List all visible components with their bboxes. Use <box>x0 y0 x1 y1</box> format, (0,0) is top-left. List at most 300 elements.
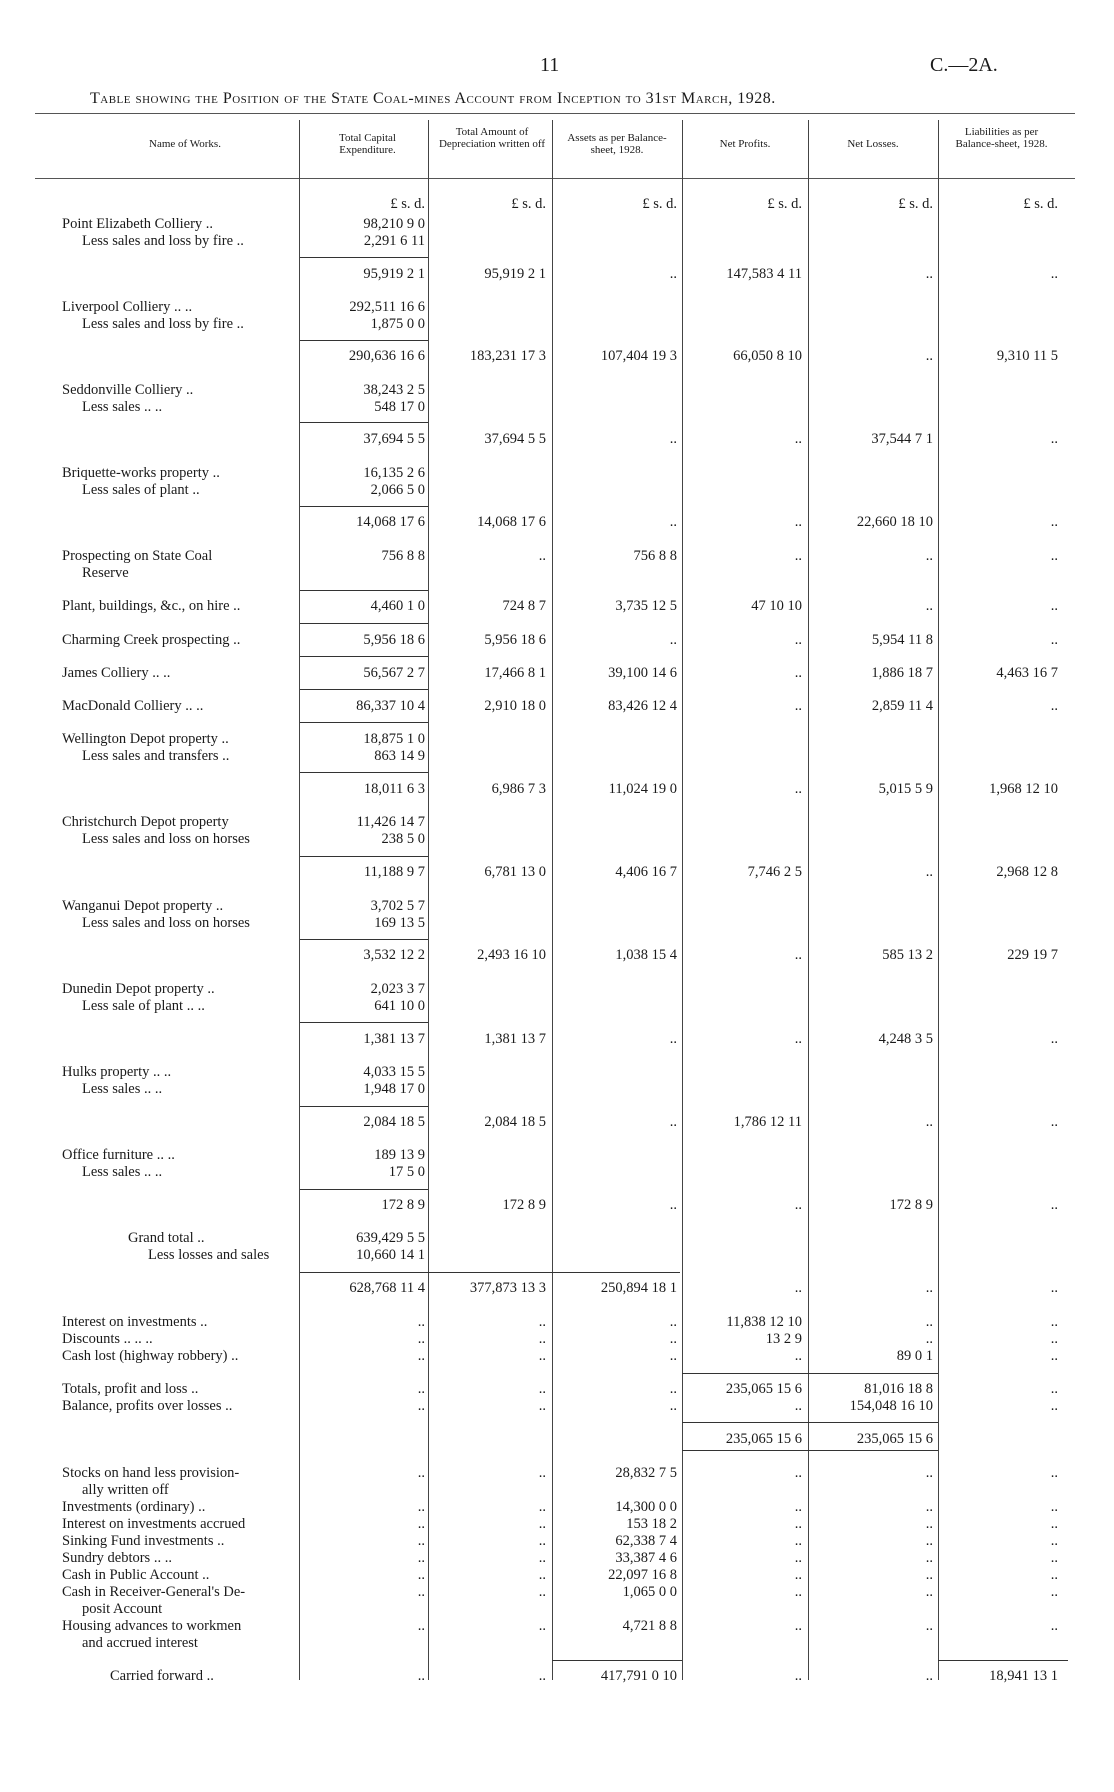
table-row <box>0 399 1114 416</box>
cell-assets: 417,791 0 10 <box>600 1668 677 1684</box>
subtotal-rule <box>300 722 428 723</box>
table-row <box>0 465 1114 482</box>
table-row <box>0 1331 1114 1348</box>
cell-liabilities: 18,941 13 1 <box>989 1668 1058 1684</box>
cell-liabilities: 4,463 16 7 <box>996 665 1058 681</box>
subtotal-rule <box>428 1272 552 1273</box>
table-row <box>0 1431 1114 1448</box>
table-row <box>0 1618 1114 1635</box>
cell-capital: .. <box>417 1381 425 1397</box>
cell-losses: .. <box>925 1499 933 1515</box>
unit-row <box>0 196 1114 213</box>
row-label: Less sales and transfers .. <box>82 748 230 764</box>
table-row <box>0 216 1114 233</box>
cell-capital: 628,768 11 4 <box>349 1280 425 1296</box>
table-row <box>0 1164 1114 1181</box>
table-row <box>0 748 1114 765</box>
cell-capital: 756 8 8 <box>381 548 425 564</box>
unit-liabilities: £ s. d. <box>1023 196 1058 212</box>
cell-profits: 235,065 15 6 <box>725 1381 802 1397</box>
cell-losses: 154,048 16 10 <box>849 1398 933 1414</box>
subtotal-rule <box>552 1272 680 1273</box>
cell-liabilities: .. <box>1050 1584 1058 1600</box>
cell-profits: .. <box>794 514 802 530</box>
cell-liabilities: .. <box>1050 1280 1058 1296</box>
cell-losses: 5,015 5 9 <box>878 781 933 797</box>
row-label: Balance, profits over losses .. <box>62 1398 233 1414</box>
cell-capital: .. <box>417 1584 425 1600</box>
cell-profits: .. <box>794 548 802 564</box>
row-label: James Colliery .. .. <box>62 665 171 681</box>
row-label: Reserve <box>82 565 129 581</box>
cell-liabilities: .. <box>1050 266 1058 282</box>
row-label: Sundry debtors .. .. <box>62 1550 172 1566</box>
table-row <box>0 431 1114 448</box>
cell-assets: 11,024 19 0 <box>608 781 677 797</box>
subtotal-rule <box>300 1272 428 1273</box>
column-header-profits: Net Profits. <box>719 138 771 150</box>
cell-capital: .. <box>417 1499 425 1515</box>
table-row <box>0 831 1114 848</box>
table-row <box>0 632 1114 649</box>
subtotal-rule <box>300 939 428 940</box>
cell-losses: .. <box>925 1331 933 1347</box>
cell-losses: .. <box>925 864 933 880</box>
document-reference: C.—2A. <box>930 54 998 76</box>
row-label: Less sale of plant .. .. <box>82 998 205 1014</box>
cell-depreciation: 2,084 18 5 <box>484 1114 546 1130</box>
cell-liabilities: .. <box>1050 1031 1058 1047</box>
cell-depreciation: .. <box>538 1348 546 1364</box>
table-row <box>0 1314 1114 1331</box>
cell-losses: .. <box>925 1550 933 1566</box>
column-header-assets: Assets as per Balance-sheet, 1928. <box>567 132 667 156</box>
cell-depreciation: 5,956 18 6 <box>484 632 546 648</box>
cell-liabilities: .. <box>1050 1533 1058 1549</box>
column-header-liabilities: Liabilities as per Balance-sheet, 1928. <box>955 126 1048 150</box>
cell-depreciation: 95,919 2 1 <box>484 266 546 282</box>
subtotal-rule <box>682 1422 808 1423</box>
cell-capital: 169 13 5 <box>374 915 425 931</box>
cell-profits: .. <box>794 1348 802 1364</box>
table-row <box>0 299 1114 316</box>
cell-liabilities: .. <box>1050 514 1058 530</box>
cell-capital: 189 13 9 <box>374 1147 425 1163</box>
subtotal-rule <box>808 1450 938 1451</box>
table-row <box>0 348 1114 365</box>
cell-capital: .. <box>417 1314 425 1330</box>
subtotal-rule <box>300 340 428 341</box>
row-label: Investments (ordinary) .. <box>62 1499 206 1515</box>
cell-losses: 81,016 18 8 <box>864 1381 933 1397</box>
cell-capital: 292,511 16 6 <box>349 299 425 315</box>
table-row <box>0 898 1114 915</box>
cell-capital: 16,135 2 6 <box>363 465 425 481</box>
cell-assets: 33,387 4 6 <box>615 1550 677 1566</box>
cell-capital: 290,636 16 6 <box>348 348 425 364</box>
cell-assets: .. <box>669 1398 677 1414</box>
cell-liabilities: .. <box>1050 1567 1058 1583</box>
table-row <box>0 731 1114 748</box>
cell-profits: 11,838 12 10 <box>726 1314 802 1330</box>
subtotal-rule <box>682 1373 808 1374</box>
cell-profits: .. <box>794 947 802 963</box>
unit-losses: £ s. d. <box>898 196 933 212</box>
cell-capital: 86,337 10 4 <box>356 698 425 714</box>
cell-capital: 2,066 5 0 <box>370 482 425 498</box>
cell-losses: 2,859 11 4 <box>871 698 933 714</box>
row-label: and accrued interest <box>82 1635 198 1651</box>
cell-assets: .. <box>669 632 677 648</box>
unit-capital: £ s. d. <box>390 196 425 212</box>
cell-depreciation: .. <box>538 1567 546 1583</box>
row-label: Wellington Depot property .. <box>62 731 229 747</box>
cell-assets: 4,406 16 7 <box>615 864 677 880</box>
cell-losses: 1,886 18 7 <box>871 665 933 681</box>
subtotal-rule <box>300 623 428 624</box>
cell-assets: 14,300 0 0 <box>615 1499 677 1515</box>
cell-losses: 89 0 1 <box>896 1348 933 1364</box>
table-row <box>0 814 1114 831</box>
subtotal-rule <box>808 1373 938 1374</box>
cell-depreciation: 1,381 13 7 <box>484 1031 546 1047</box>
cell-liabilities: .. <box>1050 1398 1058 1414</box>
cell-profits: .. <box>794 1499 802 1515</box>
row-label: Carried forward .. <box>110 1668 214 1684</box>
row-label: Less sales and loss by fire .. <box>82 233 244 249</box>
cell-depreciation: 37,694 5 5 <box>484 431 546 447</box>
cell-capital: 863 14 9 <box>374 748 425 764</box>
cell-profits: 66,050 8 10 <box>733 348 802 364</box>
cell-depreciation: 724 8 7 <box>502 598 546 614</box>
table-row <box>0 382 1114 399</box>
table-row <box>0 1081 1114 1098</box>
cell-capital: .. <box>417 1533 425 1549</box>
table-row <box>0 1601 1114 1618</box>
table-row <box>0 781 1114 798</box>
cell-profits: 235,065 15 6 <box>725 1431 802 1447</box>
cell-depreciation: .. <box>538 1584 546 1600</box>
row-label: posit Account <box>82 1601 163 1617</box>
column-header-capital: Total Capital Expenditure. <box>339 132 396 156</box>
cell-losses: .. <box>925 348 933 364</box>
table-row <box>0 864 1114 881</box>
cell-capital: 1,381 13 7 <box>363 1031 425 1047</box>
cell-profits: .. <box>794 1550 802 1566</box>
table-row <box>0 1114 1114 1131</box>
column-header-depreciation: Total Amount of Depreciation written off <box>438 126 546 150</box>
cell-capital: 172 8 9 <box>381 1197 425 1213</box>
cell-assets: 83,426 12 4 <box>608 698 677 714</box>
cell-losses: .. <box>925 1280 933 1296</box>
cell-assets: 4,721 8 8 <box>622 1618 677 1634</box>
cell-losses: 5,954 11 8 <box>871 632 933 648</box>
table-title: Table showing the Position of the State Coal-mines Account from Inception to 31st March, 1928. <box>90 90 776 107</box>
table-row <box>0 1482 1114 1499</box>
cell-capital: 4,460 1 0 <box>370 598 425 614</box>
cell-losses: 22,660 18 10 <box>856 514 933 530</box>
row-label: Christchurch Depot property <box>62 814 229 830</box>
cell-assets: .. <box>669 1114 677 1130</box>
cell-depreciation: .. <box>538 1533 546 1549</box>
column-header-losses: Net Losses. <box>847 138 899 150</box>
cell-depreciation: 2,493 16 10 <box>477 947 546 963</box>
cell-capital: 2,291 6 11 <box>363 233 425 249</box>
row-label: Hulks property .. .. <box>62 1064 172 1080</box>
table-row <box>0 548 1114 565</box>
cell-profits: .. <box>794 1618 802 1634</box>
cell-depreciation: .. <box>538 548 546 564</box>
cell-assets: .. <box>669 431 677 447</box>
table-row <box>0 665 1114 682</box>
cell-depreciation: .. <box>538 1381 546 1397</box>
table-row <box>0 514 1114 531</box>
table-row <box>0 316 1114 333</box>
table-row <box>0 698 1114 715</box>
subtotal-rule <box>300 506 428 507</box>
subtotal-rule <box>300 590 428 591</box>
row-label: Discounts .. .. .. <box>62 1331 153 1347</box>
cell-capital: .. <box>417 1348 425 1364</box>
cell-liabilities: 2,968 12 8 <box>996 864 1058 880</box>
column-header-name: Name of Works. <box>149 138 221 150</box>
cell-profits: .. <box>794 431 802 447</box>
cell-capital: .. <box>417 1398 425 1414</box>
row-label: Charming Creek prospecting .. <box>62 632 241 648</box>
cell-capital: 14,068 17 6 <box>356 514 425 530</box>
cell-liabilities: .. <box>1050 1348 1058 1364</box>
cell-capital: 10,660 14 1 <box>356 1247 425 1263</box>
cell-losses: 37,544 7 1 <box>871 431 933 447</box>
cell-depreciation: .. <box>538 1668 546 1684</box>
cell-depreciation: 6,781 13 0 <box>484 864 546 880</box>
table-row <box>0 565 1114 582</box>
table-row <box>0 1398 1114 1415</box>
table-row <box>0 1550 1114 1567</box>
cell-profits: .. <box>794 665 802 681</box>
subtotal-rule <box>682 1450 808 1451</box>
header-top-rule <box>35 113 1075 114</box>
cell-liabilities: .. <box>1050 1314 1058 1330</box>
table-row <box>0 981 1114 998</box>
cell-profits: 147,583 4 11 <box>726 266 802 282</box>
subtotal-rule <box>300 1189 428 1190</box>
subtotal-rule <box>938 1660 1068 1661</box>
cell-capital: 1,875 0 0 <box>370 316 425 332</box>
cell-capital: .. <box>417 1465 425 1481</box>
cell-liabilities: .. <box>1050 1618 1058 1634</box>
row-label: Wanganui Depot property .. <box>62 898 224 914</box>
cell-profits: .. <box>794 1584 802 1600</box>
table-row <box>0 1348 1114 1365</box>
cell-losses: 235,065 15 6 <box>856 1431 933 1447</box>
cell-depreciation: .. <box>538 1465 546 1481</box>
cell-profits: 1,786 12 11 <box>733 1114 802 1130</box>
cell-depreciation: 183,231 17 3 <box>469 348 546 364</box>
cell-capital: 11,426 14 7 <box>356 814 425 830</box>
cell-capital: 2,084 18 5 <box>363 1114 425 1130</box>
table-row <box>0 233 1114 250</box>
row-label: Dunedin Depot property .. <box>62 981 215 997</box>
table-row <box>0 1516 1114 1533</box>
table-row <box>0 1031 1114 1048</box>
subtotal-rule <box>300 1106 428 1107</box>
cell-assets: 22,097 16 8 <box>608 1567 677 1583</box>
unit-assets: £ s. d. <box>642 196 677 212</box>
cell-profits: .. <box>794 1465 802 1481</box>
cell-depreciation: .. <box>538 1398 546 1414</box>
cell-losses: 172 8 9 <box>889 1197 933 1213</box>
cell-liabilities: 9,310 11 5 <box>996 348 1058 364</box>
cell-assets: 153 18 2 <box>626 1516 677 1532</box>
cell-losses: .. <box>925 1516 933 1532</box>
cell-depreciation: 172 8 9 <box>502 1197 546 1213</box>
table-row <box>0 1635 1114 1652</box>
cell-capital: .. <box>417 1567 425 1583</box>
row-label: Less sales of plant .. <box>82 482 200 498</box>
cell-liabilities: .. <box>1050 698 1058 714</box>
cell-depreciation: 6,986 7 3 <box>491 781 546 797</box>
cell-capital: 2,023 3 7 <box>370 981 425 997</box>
cell-capital: .. <box>417 1331 425 1347</box>
cell-depreciation: .. <box>538 1550 546 1566</box>
cell-liabilities: 1,968 12 10 <box>989 781 1058 797</box>
cell-assets: .. <box>669 514 677 530</box>
cell-liabilities: .. <box>1050 431 1058 447</box>
cell-profits: .. <box>794 698 802 714</box>
row-label: Less sales .. .. <box>82 399 163 415</box>
cell-losses: .. <box>925 1618 933 1634</box>
table-row <box>0 1280 1114 1297</box>
cell-assets: 107,404 19 3 <box>600 348 677 364</box>
cell-depreciation: 2,910 18 0 <box>484 698 546 714</box>
row-label: Liverpool Colliery .. .. <box>62 299 193 315</box>
cell-profits: .. <box>794 1398 802 1414</box>
cell-liabilities: .. <box>1050 1465 1058 1481</box>
cell-capital: 56,567 2 7 <box>363 665 425 681</box>
table-row <box>0 1567 1114 1584</box>
subtotal-rule <box>300 656 428 657</box>
cell-assets: 1,038 15 4 <box>615 947 677 963</box>
row-label: Stocks on hand less provision- <box>62 1465 240 1481</box>
cell-losses: 585 13 2 <box>882 947 933 963</box>
cell-capital: 18,011 6 3 <box>363 781 425 797</box>
row-label: Interest on investments accrued <box>62 1516 246 1532</box>
cell-losses: 4,248 3 5 <box>878 1031 933 1047</box>
cell-liabilities: .. <box>1050 632 1058 648</box>
cell-assets: .. <box>669 1331 677 1347</box>
table-row <box>0 998 1114 1015</box>
cell-capital: 18,875 1 0 <box>363 731 425 747</box>
table-row <box>0 1533 1114 1550</box>
row-label: ally written off <box>82 1482 169 1498</box>
cell-profits: .. <box>794 781 802 797</box>
cell-capital: 4,033 15 5 <box>363 1064 425 1080</box>
cell-depreciation: .. <box>538 1618 546 1634</box>
row-label: Less sales and loss on horses <box>82 915 250 931</box>
cell-losses: .. <box>925 1314 933 1330</box>
cell-profits: .. <box>794 1567 802 1583</box>
cell-assets: 3,735 12 5 <box>615 598 677 614</box>
cell-capital: .. <box>417 1550 425 1566</box>
cell-depreciation: .. <box>538 1331 546 1347</box>
cell-liabilities: .. <box>1050 1499 1058 1515</box>
row-label: Prospecting on State Coal <box>62 548 213 564</box>
cell-liabilities: .. <box>1050 1550 1058 1566</box>
row-label: Grand total .. <box>128 1230 205 1246</box>
cell-liabilities: .. <box>1050 548 1058 564</box>
cell-liabilities: .. <box>1050 1381 1058 1397</box>
row-label: Less sales and loss by fire .. <box>82 316 244 332</box>
subtotal-rule <box>300 856 428 857</box>
cell-assets: .. <box>669 1314 677 1330</box>
cell-assets: 756 8 8 <box>633 548 677 564</box>
cell-capital: 5,956 18 6 <box>363 632 425 648</box>
cell-capital: 1,948 17 0 <box>363 1081 425 1097</box>
cell-liabilities: .. <box>1050 1114 1058 1130</box>
table-row <box>0 482 1114 499</box>
row-label: Briquette-works property .. <box>62 465 220 481</box>
subtotal-rule <box>300 772 428 773</box>
table-row <box>0 598 1114 615</box>
cell-capital: 548 17 0 <box>374 399 425 415</box>
page-number: 11 <box>540 54 560 76</box>
cell-losses: .. <box>925 1533 933 1549</box>
cell-liabilities: .. <box>1050 1331 1058 1347</box>
table-row <box>0 1064 1114 1081</box>
row-label: Plant, buildings, &c., on hire .. <box>62 598 241 614</box>
cell-liabilities: .. <box>1050 1516 1058 1532</box>
cell-depreciation: 14,068 17 6 <box>477 514 546 530</box>
cell-losses: .. <box>925 1567 933 1583</box>
cell-liabilities: .. <box>1050 1197 1058 1213</box>
row-label: Sinking Fund investments .. <box>62 1533 225 1549</box>
cell-assets: .. <box>669 1197 677 1213</box>
table-row <box>0 1668 1114 1685</box>
table-row <box>0 1499 1114 1516</box>
row-label: Cash in Public Account .. <box>62 1567 210 1583</box>
unit-profits: £ s. d. <box>767 196 802 212</box>
cell-assets: 1,065 0 0 <box>622 1584 677 1600</box>
cell-capital: 38,243 2 5 <box>363 382 425 398</box>
cell-assets: .. <box>669 1031 677 1047</box>
cell-losses: .. <box>925 1114 933 1130</box>
header-bottom-rule <box>35 178 1075 179</box>
cell-capital: 3,702 5 7 <box>370 898 425 914</box>
cell-liabilities: 229 19 7 <box>1007 947 1058 963</box>
row-label: Less sales .. .. <box>82 1164 163 1180</box>
subtotal-rule <box>808 1422 938 1423</box>
row-label: Less sales and loss on horses <box>82 831 250 847</box>
cell-capital: 641 10 0 <box>374 998 425 1014</box>
cell-depreciation: 17,466 8 1 <box>484 665 546 681</box>
row-label: Less losses and sales <box>148 1247 270 1263</box>
cell-assets: 250,894 18 1 <box>600 1280 677 1296</box>
cell-depreciation: .. <box>538 1516 546 1532</box>
cell-assets: .. <box>669 1348 677 1364</box>
cell-losses: .. <box>925 548 933 564</box>
cell-capital: 639,429 5 5 <box>356 1230 425 1246</box>
table-row <box>0 1247 1114 1264</box>
table-row <box>0 1147 1114 1164</box>
row-label: Seddonville Colliery .. <box>62 382 194 398</box>
cell-assets: 28,832 7 5 <box>615 1465 677 1481</box>
cell-losses: .. <box>925 1465 933 1481</box>
row-label: Interest on investments .. <box>62 1314 208 1330</box>
subtotal-rule <box>300 689 428 690</box>
cell-capital: 11,188 9 7 <box>363 864 425 880</box>
table-row <box>0 1465 1114 1482</box>
